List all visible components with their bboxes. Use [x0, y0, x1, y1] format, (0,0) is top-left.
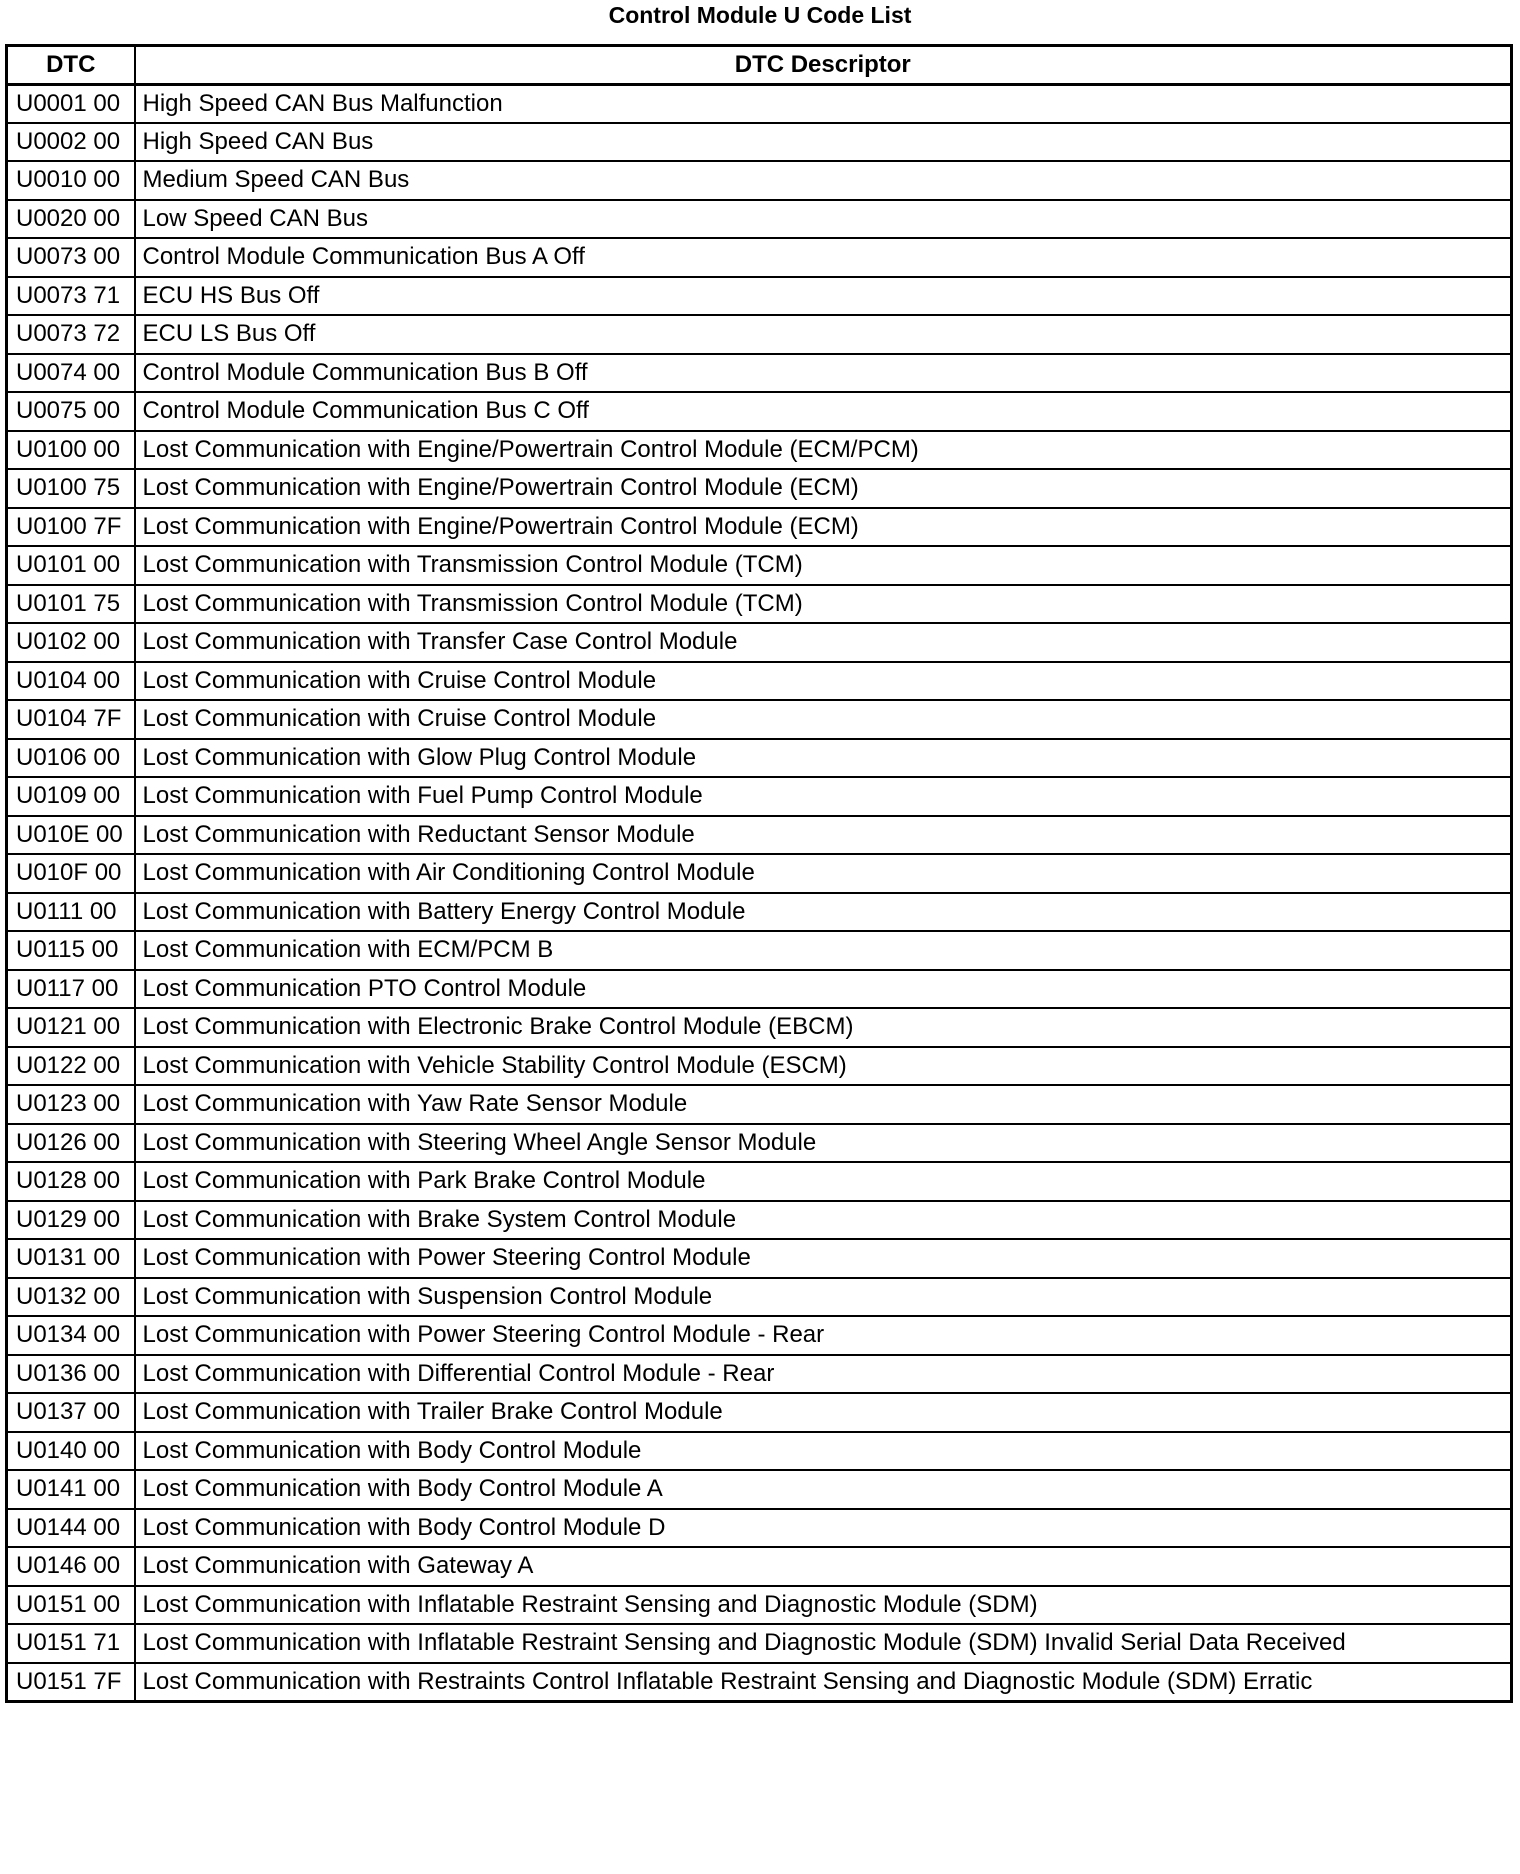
dtc-code-cell: U0115 00	[7, 931, 135, 970]
dtc-code-cell: U0128 00	[7, 1162, 135, 1201]
table-row	[7, 277, 1512, 316]
dtc-descriptor-cell: Lost Communication with Inflatable Restraint Sensing and Diagnostic Module (SDM) Invalid Serial Data Received	[135, 1624, 1512, 1663]
table-row	[7, 238, 1512, 277]
dtc-descriptor-cell: Low Speed CAN Bus	[135, 200, 1512, 239]
table-row	[7, 1316, 1512, 1355]
dtc-descriptor-cell: Lost Communication with Transmission Control Module (TCM)	[135, 585, 1512, 624]
table-row	[7, 1586, 1512, 1625]
dtc-descriptor-cell: Lost Communication with Body Control Module	[135, 1432, 1512, 1471]
table-header	[7, 46, 1512, 85]
dtc-code-cell: U0106 00	[7, 739, 135, 778]
dtc-descriptor-cell: Lost Communication with Yaw Rate Sensor Module	[135, 1085, 1512, 1124]
dtc-descriptor-cell: Lost Communication with Cruise Control Module	[135, 662, 1512, 701]
table-row	[7, 1085, 1512, 1124]
dtc-descriptor-cell: Control Module Communication Bus A Off	[135, 238, 1512, 277]
table-row	[7, 161, 1512, 200]
table-row	[7, 816, 1512, 855]
table-row	[7, 1624, 1512, 1663]
table-row	[7, 1547, 1512, 1586]
dtc-code-cell: U0073 00	[7, 238, 135, 277]
table-row	[7, 1201, 1512, 1240]
dtc-code-cell: U0074 00	[7, 354, 135, 393]
table-row	[7, 1239, 1512, 1278]
dtc-descriptor-cell: Lost Communication with Cruise Control Module	[135, 700, 1512, 739]
dtc-descriptor-cell: Lost Communication with Vehicle Stability Control Module (ESCM)	[135, 1047, 1512, 1086]
table-row	[7, 1470, 1512, 1509]
dtc-code-cell: U0100 75	[7, 469, 135, 508]
table-row	[7, 893, 1512, 932]
dtc-code-cell: U0151 00	[7, 1586, 135, 1625]
dtc-descriptor-cell: ECU LS Bus Off	[135, 315, 1512, 354]
dtc-descriptor-cell: Lost Communication with Body Control Module D	[135, 1509, 1512, 1548]
table-row	[7, 931, 1512, 970]
dtc-descriptor-cell: Lost Communication with Brake System Control Module	[135, 1201, 1512, 1240]
dtc-code-cell: U0073 71	[7, 277, 135, 316]
dtc-code-cell: U0121 00	[7, 1008, 135, 1047]
table-row	[7, 1162, 1512, 1201]
dtc-descriptor-cell: Lost Communication with Transfer Case Control Module	[135, 623, 1512, 662]
dtc-code-cell: U0104 7F	[7, 700, 135, 739]
header-row	[7, 46, 1512, 85]
dtc-code-cell: U0010 00	[7, 161, 135, 200]
dtc-descriptor-cell: Lost Communication with Trailer Brake Control Module	[135, 1393, 1512, 1432]
dtc-descriptor-cell: Lost Communication with Engine/Powertrain Control Module (ECM)	[135, 508, 1512, 547]
table-row	[7, 1509, 1512, 1548]
dtc-code-cell: U0020 00	[7, 200, 135, 239]
dtc-code-cell: U0111 00	[7, 893, 135, 932]
dtc-descriptor-cell: Lost Communication with Air Conditioning Control Module	[135, 854, 1512, 893]
dtc-descriptor-cell: High Speed CAN Bus	[135, 123, 1512, 162]
table-row	[7, 469, 1512, 508]
dtc-code-cell: U0100 7F	[7, 508, 135, 547]
dtc-descriptor-cell: Lost Communication with Differential Control Module - Rear	[135, 1355, 1512, 1394]
dtc-descriptor-cell: Lost Communication with Glow Plug Control Module	[135, 739, 1512, 778]
dtc-descriptor-cell: Lost Communication with Battery Energy Control Module	[135, 893, 1512, 932]
table-row	[7, 1124, 1512, 1163]
dtc-code-cell: U0137 00	[7, 1393, 135, 1432]
dtc-code-cell: U0101 75	[7, 585, 135, 624]
dtc-descriptor-cell: Lost Communication with Restraints Control Inflatable Restraint Sensing and Diagnostic Module (SDM) Erratic	[135, 1663, 1512, 1702]
dtc-code-cell: U0129 00	[7, 1201, 135, 1240]
dtc-code-cell: U0132 00	[7, 1278, 135, 1317]
dtc-code-cell: U0117 00	[7, 970, 135, 1009]
dtc-descriptor-cell: Control Module Communication Bus B Off	[135, 354, 1512, 393]
table-row	[7, 392, 1512, 431]
dtc-descriptor-cell: Lost Communication with Inflatable Restraint Sensing and Diagnostic Module (SDM)	[135, 1586, 1512, 1625]
dtc-code-cell: U0144 00	[7, 1509, 135, 1548]
dtc-code-cell: U0100 00	[7, 431, 135, 470]
dtc-code-cell: U0001 00	[7, 84, 135, 123]
table-row	[7, 854, 1512, 893]
dtc-code-cell: U0123 00	[7, 1085, 135, 1124]
dtc-code-cell: U010F 00	[7, 854, 135, 893]
table-row	[7, 1047, 1512, 1086]
dtc-descriptor-cell: Lost Communication with Gateway A	[135, 1547, 1512, 1586]
dtc-code-cell: U0141 00	[7, 1470, 135, 1509]
dtc-code-cell: U0151 71	[7, 1624, 135, 1663]
table-row	[7, 1432, 1512, 1471]
table-row	[7, 662, 1512, 701]
table-row	[7, 84, 1512, 123]
dtc-descriptor-cell: High Speed CAN Bus Malfunction	[135, 84, 1512, 123]
dtc-descriptor-cell: Lost Communication with Engine/Powertrain Control Module (ECM/PCM)	[135, 431, 1512, 470]
table-row	[7, 200, 1512, 239]
table-row	[7, 123, 1512, 162]
dtc-descriptor-cell: Lost Communication with Fuel Pump Control Module	[135, 777, 1512, 816]
table-row	[7, 1393, 1512, 1432]
page-title: Control Module U Code List	[608, 2, 912, 28]
table-row	[7, 546, 1512, 585]
table-row	[7, 354, 1512, 393]
table-row	[7, 1355, 1512, 1394]
dtc-code-cell: U0146 00	[7, 1547, 135, 1586]
dtc-descriptor-cell: Lost Communication with Electronic Brake Control Module (EBCM)	[135, 1008, 1512, 1047]
table-row	[7, 585, 1512, 624]
table-row	[7, 739, 1512, 778]
dtc-descriptor-cell: Lost Communication with Engine/Powertrain Control Module (ECM)	[135, 469, 1512, 508]
dtc-code-cell: U010E 00	[7, 816, 135, 855]
table-row	[7, 508, 1512, 547]
dtc-code-cell: U0073 72	[7, 315, 135, 354]
dtc-descriptor-cell: Lost Communication with Reductant Sensor Module	[135, 816, 1512, 855]
dtc-descriptor-cell: Lost Communication with Transmission Control Module (TCM)	[135, 546, 1512, 585]
table-body	[7, 84, 1512, 1701]
dtc-descriptor-cell: Lost Communication with Body Control Module A	[135, 1470, 1512, 1509]
dtc-code-cell: U0122 00	[7, 1047, 135, 1086]
dtc-descriptor-cell: Lost Communication with Suspension Control Module	[135, 1278, 1512, 1317]
table-row	[7, 1278, 1512, 1317]
dtc-descriptor-cell: Lost Communication with ECM/PCM B	[135, 931, 1512, 970]
table-row	[7, 431, 1512, 470]
dtc-code-cell: U0134 00	[7, 1316, 135, 1355]
table-row	[7, 623, 1512, 662]
dtc-descriptor-cell: ECU HS Bus Off	[135, 277, 1512, 316]
dtc-code-cell: U0126 00	[7, 1124, 135, 1163]
dtc-descriptor-cell: Control Module Communication Bus C Off	[135, 392, 1512, 431]
table-row	[7, 1008, 1512, 1047]
dtc-code-cell: U0109 00	[7, 777, 135, 816]
dtc-code-cell: U0002 00	[7, 123, 135, 162]
dtc-code-cell: U0075 00	[7, 392, 135, 431]
table-row	[7, 1663, 1512, 1702]
dtc-descriptor-cell: Lost Communication with Power Steering Control Module - Rear	[135, 1316, 1512, 1355]
table-row	[7, 970, 1512, 1009]
column-header-descriptor: DTC Descriptor	[135, 46, 1512, 85]
dtc-code-cell: U0104 00	[7, 662, 135, 701]
dtc-code-cell: U0140 00	[7, 1432, 135, 1471]
dtc-code-cell: U0151 7F	[7, 1663, 135, 1702]
table-row	[7, 700, 1512, 739]
dtc-descriptor-cell: Lost Communication with Power Steering Control Module	[135, 1239, 1512, 1278]
dtc-code-cell: U0131 00	[7, 1239, 135, 1278]
column-header-dtc: DTC	[7, 46, 135, 85]
dtc-descriptor-cell: Medium Speed CAN Bus	[135, 161, 1512, 200]
dtc-descriptor-cell: Lost Communication with Steering Wheel Angle Sensor Module	[135, 1124, 1512, 1163]
dtc-code-cell: U0101 00	[7, 546, 135, 585]
dtc-table	[5, 44, 1513, 1703]
dtc-descriptor-cell: Lost Communication PTO Control Module	[135, 970, 1512, 1009]
dtc-code-cell: U0102 00	[7, 623, 135, 662]
dtc-descriptor-cell: Lost Communication with Park Brake Control Module	[135, 1162, 1512, 1201]
table-row	[7, 315, 1512, 354]
dtc-code-cell: U0136 00	[7, 1355, 135, 1394]
table-row	[7, 777, 1512, 816]
